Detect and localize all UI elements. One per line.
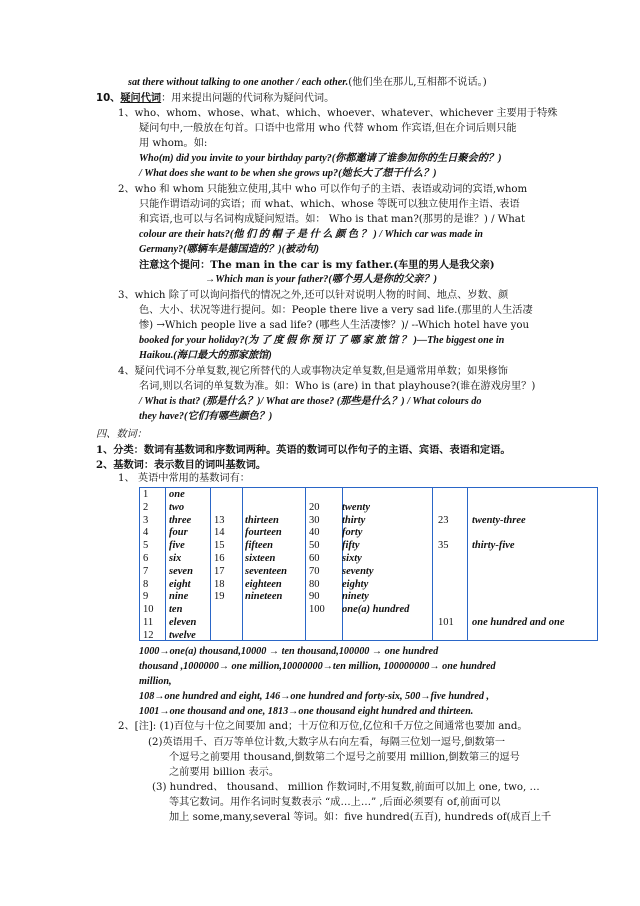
table-number: 20 <box>309 501 320 513</box>
p1-line2: 疑问句中,一般放在句首。口语中也常用 who 代替 whom 作宾语,但在介词后则只能 <box>139 123 517 134</box>
p3-line5: Haikou.(海口最大的那家旅馆) <box>139 350 272 361</box>
table-word: forty <box>342 527 363 539</box>
table-number: 19 <box>214 591 225 603</box>
table-word: four <box>169 527 188 539</box>
note-2-line1: (2)英语用千、百万等单位计数,大数字从右向左看，每隔三位划一逗号,倒数第一 <box>148 737 506 748</box>
table-word: one(a) hundred <box>342 604 410 616</box>
p3-line3: 惨) →Which people live a sad life? (哪些人生活凄惨？)/ --Which hotel have you <box>139 320 530 331</box>
table-word: seventy <box>342 565 374 577</box>
note-1: 2、[注]: (1)百位与十位之间要加 and；十万位和万位,亿位和千万位之间通常也要加 and。 <box>118 721 528 732</box>
p1-line5: / What does she want to be when she grows up?(她长大了想干什么？) <box>139 168 437 179</box>
table-word: fifteen <box>245 540 273 552</box>
top-line-chinese: (他们坐在那儿,互相都不说话。) <box>348 77 487 88</box>
table-word: ten <box>169 604 183 616</box>
table-word: eleven <box>169 617 197 628</box>
top-line-english: sat there without talking to one another / each other. <box>128 77 349 88</box>
table-number: 17 <box>214 565 225 577</box>
p4-line1: 4、疑问代词不分单复数,视它所替代的人或事物决定单复数,但是通常用单数；如果修饰 <box>118 366 508 377</box>
section-description: ：用来提出问题的代词称为疑问代词。 <box>161 93 335 104</box>
table-word: twenty-three <box>472 514 526 526</box>
table-number: 6 <box>143 553 149 564</box>
table-number: 50 <box>309 540 320 552</box>
p1-line3: 用 whom。如: <box>139 138 208 149</box>
table-word: twenty <box>342 501 370 513</box>
table-word: eight <box>169 578 191 590</box>
example-line2: thousand ,1000000→ one million,10000000→ten million, 100000000→ one hundred <box>139 661 496 672</box>
table-word: five <box>169 540 185 552</box>
p4-line4: they have?(它们有哪些颜色？) <box>139 411 273 422</box>
table-word: eighty <box>342 578 369 590</box>
p2-line5: Germany?(哪辆车是德国造的？)(被动句) <box>139 244 319 255</box>
p2-line1: 2、who 和 whom 只能独立使用,其中 who 可以作句子的主语、表语或动词的宾语,whom <box>118 184 528 195</box>
example-line4: 108→one hundred and eight, 146→one hundred and forty-six, 500→five hundred , <box>139 691 490 702</box>
section-title: 疑问代词 <box>120 93 162 104</box>
table-number: 16 <box>214 553 225 564</box>
p1-line1: 1、who、whom、whose、what、which、whoever、whatever、whichever 主要用于特殊 <box>118 108 558 119</box>
table-number: 60 <box>309 553 320 564</box>
table-number: 100 <box>309 604 325 616</box>
table-word: thirty <box>342 514 366 526</box>
p2-line3: 和宾语,也可以与名词构成疑问短语。如： Who is that man?(那男的是谁？) / What <box>139 214 525 225</box>
table-number: 9 <box>143 591 149 603</box>
table-number: 23 <box>438 514 449 526</box>
table-number: 5 <box>143 540 149 552</box>
table-word: thirteen <box>245 514 279 526</box>
table-word: one <box>169 489 185 500</box>
table-word: three <box>169 514 192 526</box>
table-number: 10 <box>143 604 154 616</box>
table-word: sixty <box>342 553 362 564</box>
p3-line2: 色、大小、状况等进行提问。如：People there live a very sad life.(那里的人生活凄 <box>139 305 533 316</box>
table-number: 40 <box>309 527 320 539</box>
example-line1: 1000→one(a) thousand,10000 → ten thousand,100000 → one hundred <box>139 646 439 657</box>
table-word: one hundred and one <box>472 617 565 628</box>
table-number: 70 <box>309 565 320 577</box>
table-word: ninety <box>342 591 369 603</box>
p3-line1: 3、which 除了可以询问指代的情况之外,还可以针对说明人物的时间、地点、岁数、颜 <box>118 290 509 301</box>
p2-line7: →Which man is your father?(哪个男人是你的父亲？) <box>205 274 438 285</box>
p2-line2: 只能作谓语动词的宾语；而 what、which、whose 等既可以独立使用作主语、表语 <box>139 199 520 210</box>
table-number: 35 <box>438 540 449 552</box>
note-2-line2: 个逗号之前要用 thousand,倒数第二个逗号之前要用 million,倒数第三的逗号 <box>169 752 520 763</box>
table-word: nineteen <box>245 591 283 603</box>
table-number: 8 <box>143 578 149 590</box>
numerals-heading: 四、数词： <box>96 429 147 440</box>
p4-line3: / What is that? (那是什么？)/ What are those? (那些是什么？) / What colours do <box>139 396 482 407</box>
table-number: 7 <box>143 565 149 577</box>
p2-line4: colour are their hats?(他 们 的 帽 子 是 什 么 颜 色 ？ ) / Which car was made in <box>139 229 483 240</box>
table-word: eighteen <box>245 578 282 590</box>
table-number: 4 <box>143 527 149 539</box>
table-word: fourteen <box>245 527 282 539</box>
interrogative-heading <box>96 92 334 106</box>
table-word: two <box>169 501 185 513</box>
example-line3: million, <box>139 676 172 687</box>
table-number: 2 <box>143 501 149 513</box>
table-number: 11 <box>143 617 154 628</box>
note-3-line3: 加上 some,many,several 等词。如：five hundred(五百), hundreds of(成百上千 <box>169 812 552 823</box>
table-number: 12 <box>143 629 154 641</box>
p1-line4: Who(m) did you invite to your birthday party?(你都邀请了谁参加你的生日聚会的？) <box>139 153 502 164</box>
table-word: fifty <box>342 540 360 552</box>
p3-line4: booked for your holiday?(为 了 度 假 你 预 订 了 哪 家 旅 馆 ？ )—The biggest one in <box>139 335 505 346</box>
table-word: twelve <box>169 629 196 641</box>
table-number: 80 <box>309 578 320 590</box>
cardinal-definition: 2、基数词：表示数目的词叫基数词。 <box>96 459 267 471</box>
table-word: thirty-five <box>472 540 515 552</box>
table-number: 13 <box>214 514 225 526</box>
table-word: seventeen <box>245 565 287 577</box>
table-number: 101 <box>438 617 454 628</box>
example-line5: 1001→one thousand and one, 1813→one thousand eight hundred and thirteen. <box>139 706 474 717</box>
cardinal-list-intro: 1、 英语中常用的基数词有： <box>118 473 250 484</box>
table-number: 30 <box>309 514 320 526</box>
p2-line6: 注意这个提问：The man in the car is my father.(车里的男人是我父亲) <box>139 259 495 271</box>
section-number: 10、 <box>96 93 121 104</box>
note-3-line1: (3) hundred、 thousand、 million 作数词时,不用复数,前面可以加上 one, two, … <box>152 782 540 793</box>
table-number: 14 <box>214 527 225 539</box>
table-number: 3 <box>143 514 149 526</box>
table-number: 15 <box>214 540 225 552</box>
table-number: 1 <box>143 489 149 500</box>
table-word: nine <box>169 591 189 603</box>
note-3-line2: 等其它数词。用作名词时复数表示 “成…上…” ,后面必须要有 of,前面可以 <box>169 797 501 808</box>
numerals-classification: 1、分类：数词有基数词和序数词两种。英语的数词可以作句子的主语、宾语、表语和定语。 <box>96 444 511 456</box>
note-2-line3: 之前要用 billion 表示。 <box>169 767 280 778</box>
p4-line2: 名词,则以名词的单复数为准。如：Who is (are) in that playhouse?(谁在游戏房里？) <box>139 381 536 392</box>
table-word: sixteen <box>245 553 276 564</box>
table-word: seven <box>169 565 193 577</box>
table-word: six <box>169 553 182 564</box>
table-number: 90 <box>309 591 320 603</box>
top-line <box>128 76 487 90</box>
table-number: 18 <box>214 578 225 590</box>
